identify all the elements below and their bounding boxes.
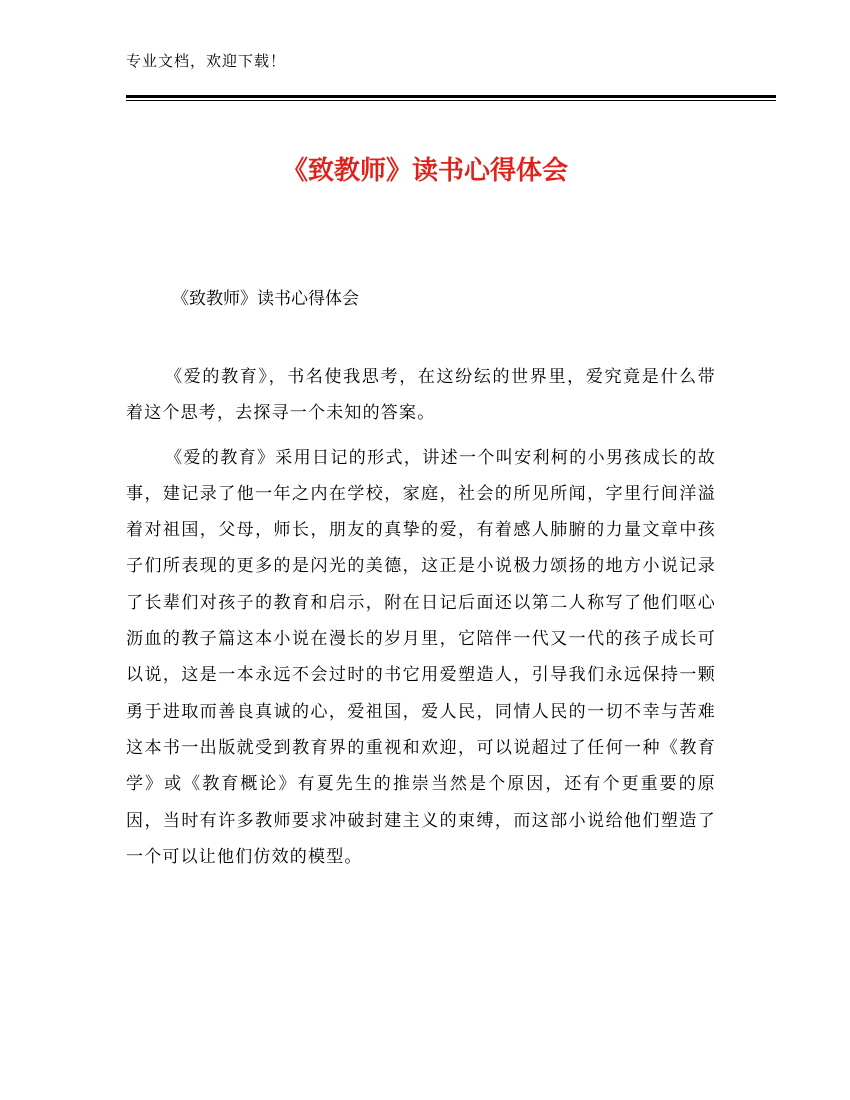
document-title: 《致教师》读书心得体会 <box>281 156 568 186</box>
body-paragraph-1: 《爱的教育》，书名使我思考，在这纷纭的世界里，爱究竟是什么带着这个思考，去探寻一个未知的答案。 <box>126 367 716 424</box>
document-subheading: 《致教师》读书心得体会 <box>172 289 359 309</box>
body-paragraph-2: 《爱的教育》采用日记的形式，讲述一个叫安利柯的小男孩成长的故事，建记录了他一年之内在学校，家庭，社会的所见所闻，字里行间洋溢着对祖国，父母，师长，朋友的真挚的爱，有着感人肺腑的力量文章中孩子们所表现的更多的是闪光的美德，这正是小说极力颂扬的地方小说记录了长辈们对孩子的教育和启示，附在日记后面还以第二人称写了他们呕心沥血的教子篇这本小说在漫长的岁月里，它陪伴一代又一代的孩子成长可以说，这是一本永远不会过时的书它用爱塑造人，引导我们永远保持一颗勇于进取而善良真诚的心，爱祖国，爱人民，同情人民的一切不幸与苦难这本书一出版就受到教育界的重视和欢迎，可以说超过了任何一种《教育学》或《教育概论》有夏先生的推崇当然是个原因，还有个更重要的原因，当时有许多教师要求冲破封建主义的束缚，而这部小说给他们塑造了一个可以让他们仿效的模型。 <box>126 447 716 867</box>
header-divider-thick-line <box>126 95 776 98</box>
page-header-text: 专业文档，欢迎下载！ <box>126 52 287 70</box>
header-divider <box>126 95 776 101</box>
header-divider-thin-line <box>126 100 776 101</box>
document-body <box>126 359 716 875</box>
